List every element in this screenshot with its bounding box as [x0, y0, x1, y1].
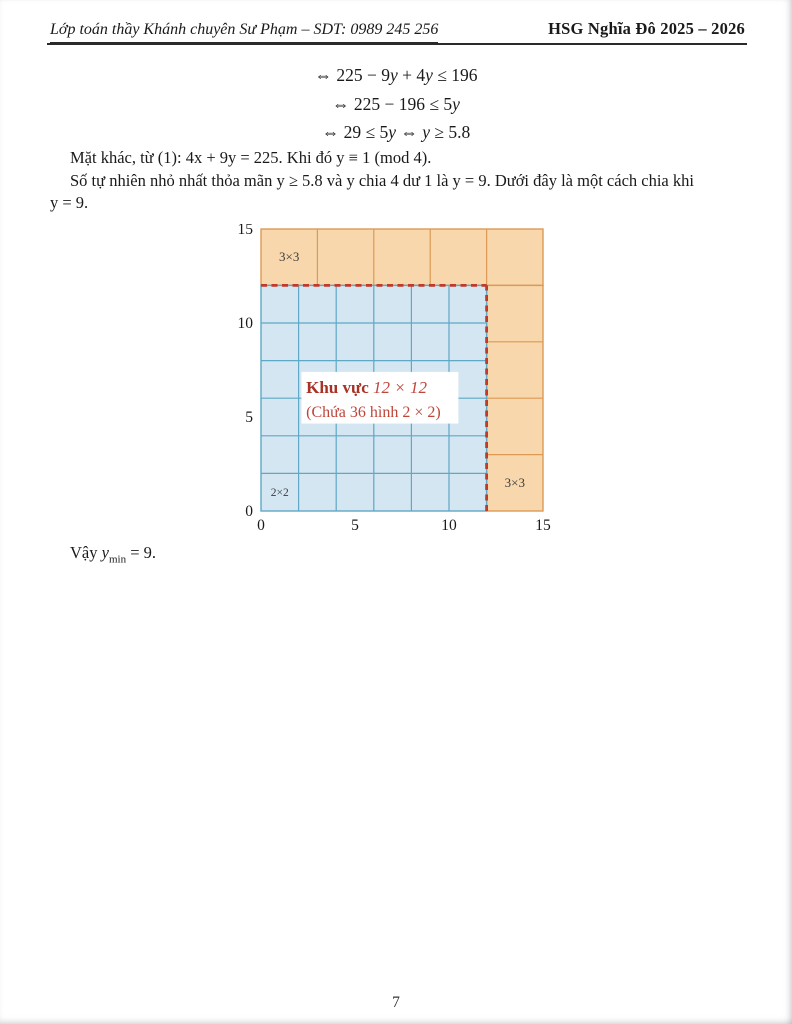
x-axis-tick-label: 10 [441, 517, 457, 534]
conclusion-subscript: min [108, 553, 127, 566]
conclusion-prefix: Vậy [70, 543, 102, 562]
equation-block [0, 61, 792, 147]
conclusion-line [70, 543, 157, 566]
annotation-subtitle: (Chứa 36 hình 2 × 2) [306, 403, 441, 421]
body-paragraphs [50, 147, 746, 215]
paragraph-line-3: y = 9. [50, 193, 89, 213]
conclusion-suffix: = 9. [126, 543, 157, 562]
paragraph-line-2: Số tự nhiên nhỏ nhất thỏa mãn y ≥ 5.8 và y chia 4 dư 1 là y = 9. Dưới đây là một cách chia khi [70, 170, 694, 190]
cell-size-label: 3×3 [279, 249, 300, 265]
y-axis-tick-label: 0 [245, 503, 253, 520]
header-rule [47, 43, 747, 45]
y-axis-tick-label: 10 [237, 315, 253, 332]
cell-size-label: 2×2 [270, 487, 289, 500]
page-header [50, 19, 745, 43]
equation-line-1: ⇔ 225 − 9y + 4y ≤ 196 [314, 65, 478, 85]
annotation-title: Khu vực 12 × 12 [306, 377, 427, 397]
x-axis-tick-label: 0 [257, 517, 265, 534]
region-orange-top-strip [261, 229, 543, 285]
header-course-info: Lớp toán thầy Khánh chuyên Sư Phạm – SDT: 0989 245 256 [50, 21, 438, 43]
x-axis-tick-label: 15 [535, 517, 551, 534]
equation-line-2: ⇔ 225 − 196 ≤ 5y [332, 93, 460, 114]
header-exam-title: HSG Nghĩa Đô 2025 – 2026 [548, 19, 745, 38]
equation-line-3: ⇔ 29 ≤ 5y ⇔ y ≥ 5.8 [321, 122, 471, 142]
y-axis-tick-label: 5 [245, 409, 253, 426]
page-number: 7 [392, 994, 400, 1011]
y-axis-tick-label: 15 [237, 224, 253, 238]
conclusion-variable: y [101, 543, 109, 562]
paragraph-line-1: Mặt khác, từ (1): 4x + 9y = 225. Khi đó y ≡ 1 (mod 4). [70, 148, 432, 167]
figure-grid-diagram [231, 224, 553, 542]
figure-svg [231, 224, 553, 537]
cell-size-label: 3×3 [504, 474, 525, 490]
x-axis-tick-label: 5 [351, 517, 359, 534]
